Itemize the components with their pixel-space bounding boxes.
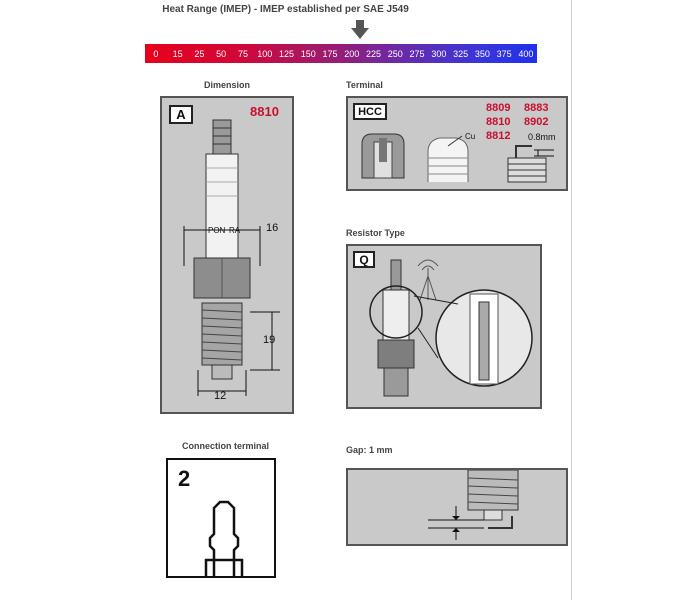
terminal-part-5: 8812 bbox=[486, 130, 511, 142]
terminal-part-2: 8883 bbox=[524, 102, 549, 114]
terminal-part-3: 8810 bbox=[486, 116, 511, 128]
gap-drawing bbox=[348, 470, 566, 544]
heat-range-tick: 300 bbox=[431, 48, 447, 59]
heat-range-tick: 350 bbox=[474, 48, 490, 59]
heat-range-tick: 250 bbox=[387, 48, 403, 59]
dimension-code-badge: A bbox=[169, 105, 193, 124]
dimension-label: Dimension bbox=[204, 80, 251, 90]
heat-range-scale bbox=[145, 44, 537, 63]
terminal-part-1: 8809 bbox=[486, 102, 511, 114]
copper-core-label: Cu bbox=[465, 132, 476, 141]
heat-range-tick: 125 bbox=[278, 48, 294, 59]
heat-range-tick: 150 bbox=[300, 48, 316, 59]
heat-range-tick: 275 bbox=[409, 48, 425, 59]
dimension-panel bbox=[160, 96, 294, 414]
terminal-part-4: 8902 bbox=[524, 116, 549, 128]
resistor-code-badge: Q bbox=[353, 251, 375, 268]
heat-range-tick: 25 bbox=[194, 48, 205, 59]
dimension-part-number: 8810 bbox=[250, 104, 279, 119]
spark-plug-dimension-drawing bbox=[162, 98, 292, 412]
resistor-panel bbox=[346, 244, 542, 409]
heat-range-tick: 100 bbox=[257, 48, 273, 59]
hex-size-value: 16 bbox=[266, 222, 279, 234]
gap-label: Gap: 1 mm bbox=[346, 445, 393, 455]
heat-range-tick: 225 bbox=[366, 48, 382, 59]
heat-range-tick: 200 bbox=[344, 48, 360, 59]
terminal-gap-value: 0.8mm bbox=[528, 132, 556, 142]
connection-terminal-drawing bbox=[168, 460, 274, 576]
right-divider bbox=[571, 0, 572, 600]
heat-range-tick: 175 bbox=[322, 48, 338, 59]
connection-code: 2 bbox=[178, 466, 191, 491]
heat-range-tick: 75 bbox=[237, 48, 248, 59]
heat-range-tick: 375 bbox=[496, 48, 512, 59]
insulator-print-left: PON bbox=[208, 226, 226, 235]
thread-length-value: 19 bbox=[263, 334, 276, 346]
heat-range-tick: 400 bbox=[518, 48, 534, 59]
terminal-drawings bbox=[348, 98, 566, 189]
terminal-panel bbox=[346, 96, 568, 191]
resistor-drawing bbox=[348, 246, 540, 407]
heat-range-tick: 0 bbox=[153, 48, 159, 59]
connection-label: Connection terminal bbox=[182, 441, 270, 451]
gap-panel bbox=[346, 468, 568, 546]
heat-range-title: Heat Range (IMEP) - IMEP established per SAE J549 bbox=[162, 4, 409, 15]
heat-range-tick: 325 bbox=[453, 48, 469, 59]
heat-range-tick: 50 bbox=[216, 48, 227, 59]
terminal-code-badge: HCC bbox=[353, 103, 387, 120]
thread-diameter-value: 12 bbox=[214, 390, 227, 402]
heat-range-tick: 15 bbox=[172, 48, 183, 59]
connection-panel bbox=[166, 458, 276, 578]
resistor-label: Resistor Type bbox=[346, 228, 405, 238]
terminal-label: Terminal bbox=[346, 80, 383, 90]
heat-range-pointer-icon bbox=[350, 20, 370, 40]
insulator-print-right: RA bbox=[229, 226, 241, 235]
